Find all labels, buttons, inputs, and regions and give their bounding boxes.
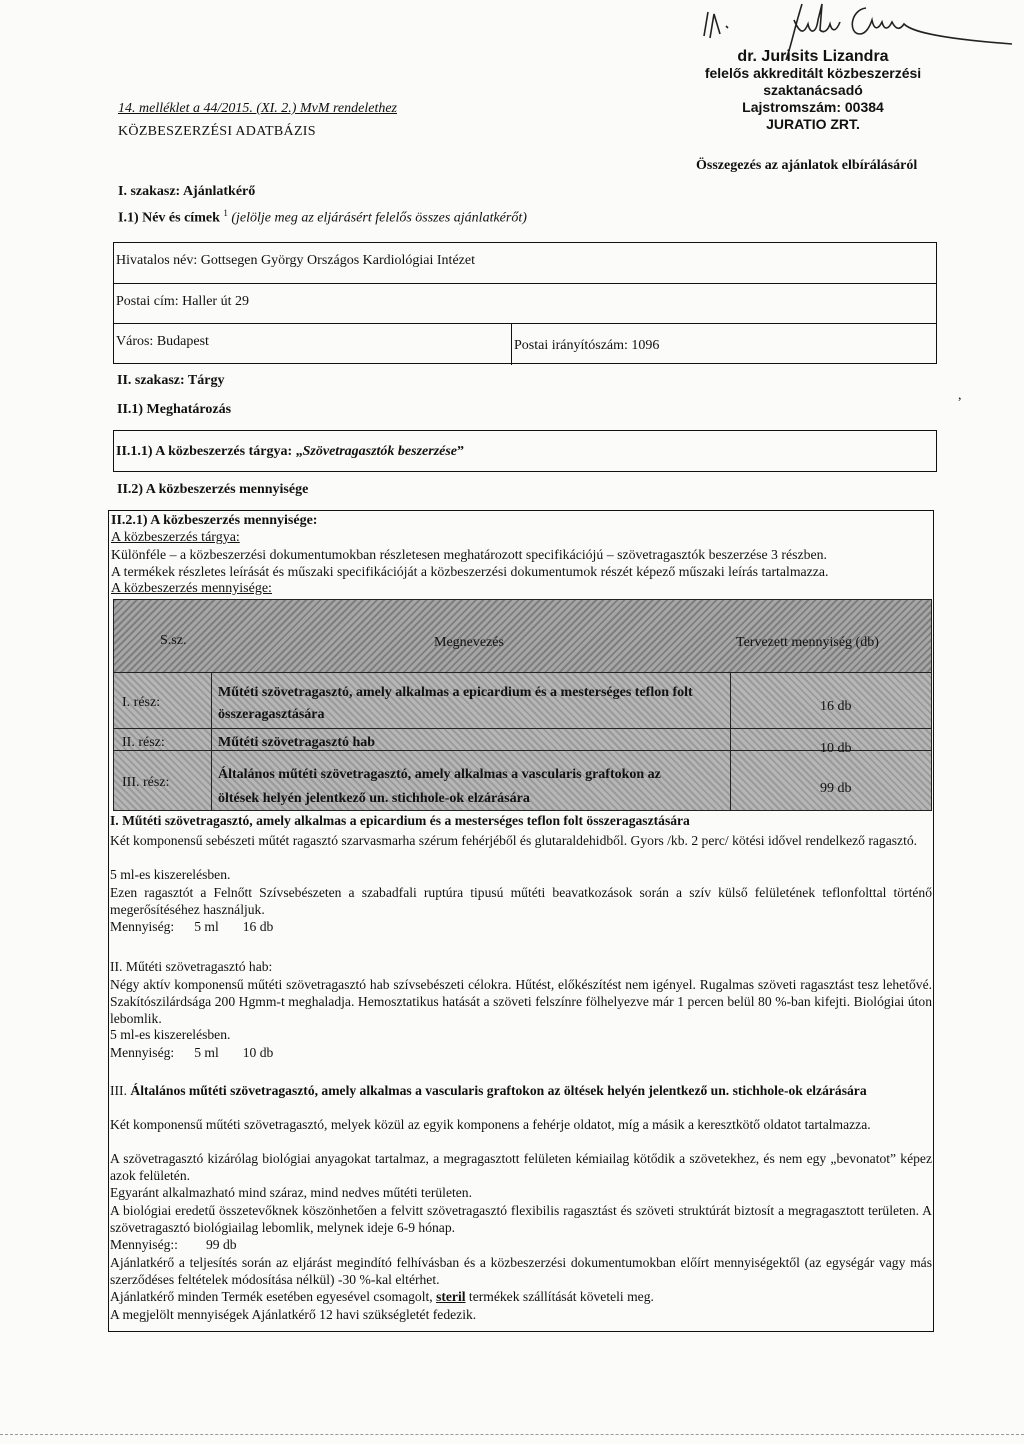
row-2-part: II. rész: xyxy=(122,735,165,750)
document-title: Összegezés az ajánlatok elbírálásáról xyxy=(696,158,918,173)
section-2-2-1-heading: II.2.1) A közbeszerzés mennyisége: xyxy=(111,513,318,528)
annex-reference: 14. melléklet a 44/2015. (XI. 2.) MvM rendelethez xyxy=(118,101,398,116)
part-3-paragraph-2: A szövetragasztó kizárólag biológiai anyagokat tartalmaz, a megragasztott felületen kémiailag kötődik a szövetekhez, és nem egy „bevonatot” képez azok felületén. xyxy=(110,1151,932,1183)
row-3-quantity: 99 db xyxy=(820,781,852,796)
database-title: KÖZBESZERZÉSI ADATBÁZIS xyxy=(118,124,316,139)
official-name: Hivatalos név: Gottsegen György Országos Kardiológiai Intézet xyxy=(116,253,475,268)
row-3-name-2: öltések helyén jelentkező un. stichhole-ok elzárására xyxy=(218,791,530,806)
section-2-1-heading: II.1) Meghatározás xyxy=(117,402,232,417)
part-3-paragraph-1: Két komponensű műtéti szövetragasztó, melyek közül az egyik komponens a fehérje oldatot, míg a másik a keresztkötő oldatot tartalmazza. xyxy=(110,1117,871,1132)
part-1-paragraph-2: 5 ml-es kiszerelésben. xyxy=(110,867,231,882)
header-name: Megnevezés xyxy=(434,635,504,650)
part-2-title: II. Műtéti szövetragasztó hab: xyxy=(110,959,273,974)
stamp-name: dr. Jurisits Lizandra xyxy=(737,48,889,65)
subject-line: II.1.1) A közbeszerzés tárgya: „Szövetragasztók beszerzése” xyxy=(116,444,465,459)
row-1-quantity: 16 db xyxy=(820,699,852,714)
scan-mark: , xyxy=(958,388,962,403)
subject-description: Különféle – a közbeszerzési dokumentumokban részletesen meghatározott specifikációjú – szövetragasztók beszerzése 3 részben. xyxy=(111,547,827,562)
part-1-paragraph-3: Ezen ragasztót a Felnőtt Szívsebészeten a szabadfali ruptúra tipusú műtéti beavatkozások során a szív külső felületének teflonfolttal történő megerősítéséhez használjuk. xyxy=(110,885,932,917)
header-quantity: Tervezett mennyiség (db) xyxy=(736,635,879,650)
part-3-paragraph-4: A biológiai eredetű összetevőknek köszönhetően a felvitt szövetragasztó flexibilis ragasztást és szöveti struktúrát biztosít a megragasztott területen. A szövetragasztó biológiailag lebomlik, melynek ideje 6-9 hónap. xyxy=(110,1203,932,1235)
section-2-title: II. szakasz: Tárgy xyxy=(117,373,225,388)
quantity-table xyxy=(113,599,932,811)
part-3-paragraph-3: Egyaránt alkalmazható mind száraz, mind nedves műtéti területen. xyxy=(110,1185,472,1200)
part-3-paragraph-6: Ajánlatkérő minden Termék esetében egyesével csomagolt, steril termékek szállítását követeli meg. xyxy=(110,1289,654,1304)
part-3-title: III. Általános műtéti szövetragasztó, amely alkalmas a vascularis graftokon az öltések helyén jelentkező un. stichhole-ok elzárására xyxy=(110,1083,867,1098)
row-1-name-1: Műtéti szövetragasztó, amely alkalmas a epicardium és a mesterséges teflon folt xyxy=(218,685,693,700)
part-1-paragraph-1: Két komponensű sebészeti műtét ragasztó szarvasmarha szérum fehérjéből és glutaraldehidből. Gyors /kb. 2 perc/ kötési idővel rendelkező ragasztó. xyxy=(110,833,918,848)
part-2-paragraph-1: Négy aktív komponensű műtéti szövetragasztó hab szívsebészeti célokra. Hűtést, előkészítést nem igényel. Rugalmas szöveti ragasztást tesz lehetővé. Szakítószilárdsága 200 Hgmm-t meghaladja. Hemosztatikus hatását a szöveti felszínre fölhelyezve már 1 percen belül 80 %-ban kifejti. Biológiai úton lebomlik. xyxy=(110,977,932,1026)
row-3-part: III. rész: xyxy=(122,775,170,790)
part-2-quantity: Mennyiség: 5 ml 10 db xyxy=(110,1045,274,1060)
scan-edge-line xyxy=(0,1434,1024,1435)
row-2-name-1: Műtéti szövetragasztó hab xyxy=(218,735,376,750)
part-1-title: I. Műtéti szövetragasztó, amely alkalmas a epicardium és a mesterséges teflon folt összeragasztására xyxy=(110,813,690,828)
row-2-quantity: 10 db xyxy=(820,741,852,756)
city: Város: Budapest xyxy=(116,334,209,349)
row-1-name-2: összeragasztására xyxy=(218,707,325,722)
company-stamp xyxy=(688,48,938,133)
subject-label: A közbeszerzés tárgya: xyxy=(111,530,240,545)
part-3-paragraph-7: A megjelölt mennyiségek Ajánlatkérő 12 havi szükségletét fedezik. xyxy=(110,1307,477,1322)
stamp-registration: Lajstromszám: 00384 xyxy=(742,99,884,115)
row-3-name-1: Általános műtéti szövetragasztó, amely alkalmas a vascularis graftokon az xyxy=(218,767,661,782)
part-3-quantity: Mennyiség:: 99 db xyxy=(110,1237,237,1252)
stamp-role-2: szaktanácsadó xyxy=(763,82,863,98)
part-3-paragraph-5: Ajánlatkérő a teljesítés során az eljárást megindító felhívásban és a közbeszerzési dokumentumokban előírt mennyiségektől (az egységár vagy más szerződéses feltételek módosítása nélkül) -30 %-kal eltérhet. xyxy=(110,1255,932,1287)
row-1-part: I. rész: xyxy=(122,695,161,710)
header-serial: S.sz. xyxy=(160,633,187,648)
section-2-2-heading: II.2) A közbeszerzés mennyisége xyxy=(117,482,309,497)
part-2-paragraph-2: 5 ml-es kiszerelésben. xyxy=(110,1027,231,1042)
stamp-company: JURATIO ZRT. xyxy=(766,116,860,132)
specification-note: A termékek részletes leírását és műszaki specifikációját a közbeszerzési dokumentumok részét képező műszaki leírás tartalmazza. xyxy=(111,564,829,579)
postal-code: Postai irányítószám: 1096 xyxy=(514,338,660,353)
subject-box xyxy=(113,430,937,472)
postal-address: Postai cím: Haller út 29 xyxy=(116,294,249,309)
quantity-label: A közbeszerzés mennyisége: xyxy=(111,581,272,596)
contracting-authority-box xyxy=(113,242,937,364)
section-1-title: I. szakasz: Ajánlatkérő xyxy=(118,184,256,199)
section-1-1-heading: I.1) Név és címek $^1$ (jelölje meg az eljárásért felelős összes ajánlatkérőt) xyxy=(118,208,527,226)
part-1-quantity: Mennyiség: 5 ml 16 db xyxy=(110,919,274,934)
stamp-role-1: felelős akkreditált közbeszerzési xyxy=(704,65,922,81)
